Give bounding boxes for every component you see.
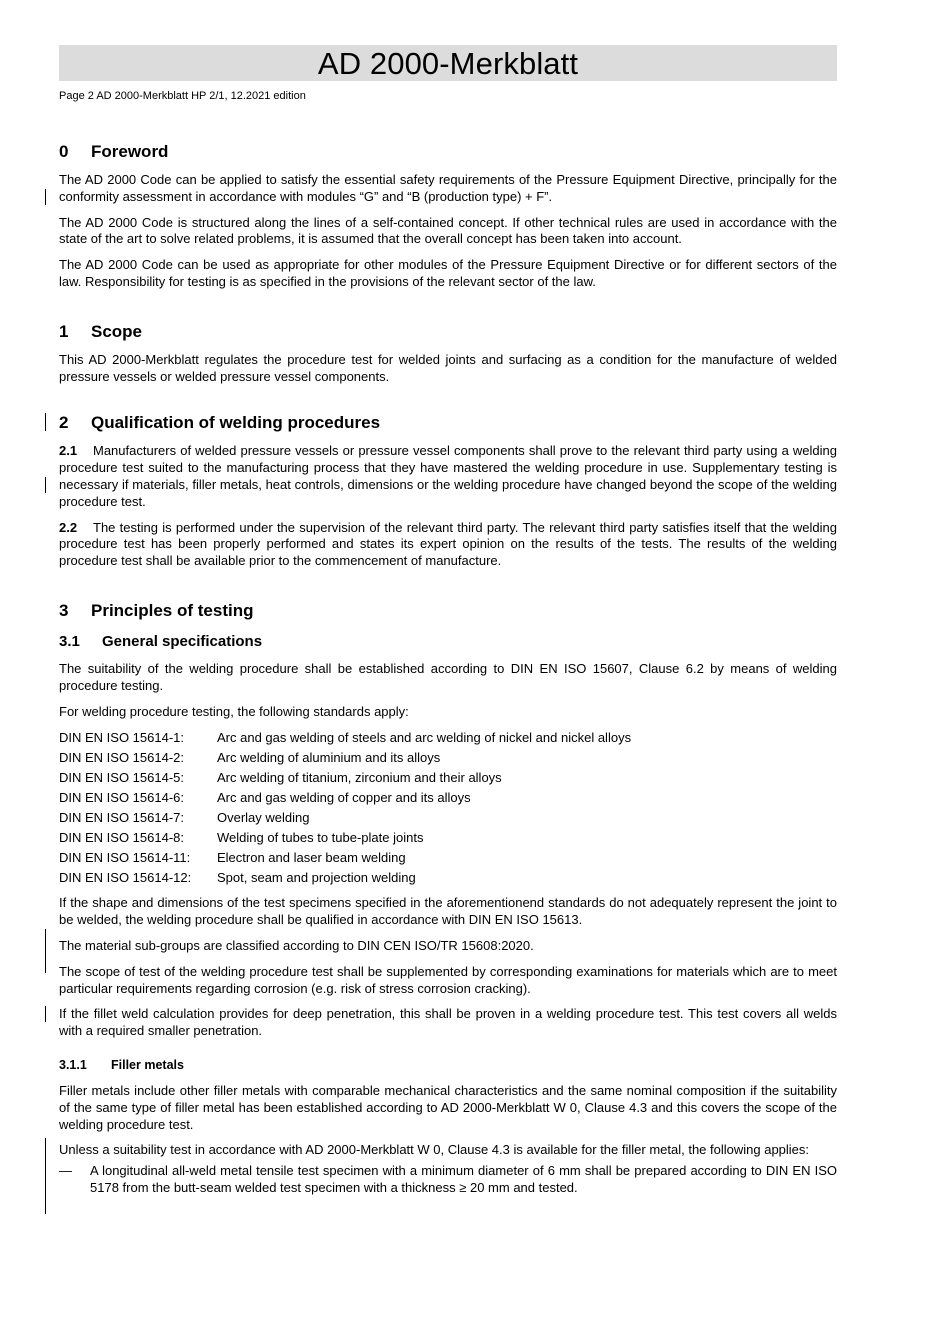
section-title: Qualification of welding procedures [91, 413, 381, 433]
section-title: Foreword [91, 142, 169, 161]
general-spec-paragraph-4: The material sub-groups are classified according to DIN CEN ISO/TR 15608:2020. [59, 938, 837, 955]
clause-2-1: 2.1 Manufacturers of welded pressure vessels or pressure vessel components shall prove to the relevant third party using a welding procedure test suited to the manufacturing process that they have mastered the welding procedure in use. Supplementary testing is necessary if materials, filler metals, heat controls, dimensions or the welding procedure have changed beyond the scope of the welding procedure test. [59, 443, 837, 510]
section-number: 2 [59, 413, 69, 433]
subsection-number: 3.1.1 [59, 1057, 87, 1072]
general-spec-paragraph-6: If the fillet weld calculation provides for deep penetration, this shall be proven in a welding procedure test. This test covers all welds with a required smaller penetration. [59, 1006, 837, 1040]
general-spec-paragraph-3: If the shape and dimensions of the test specimens specified in the aforementionend standards do not adequately represent the joint to be welded, the welding procedure shall be qualified in accordance with DIN EN ISO 15613. [59, 895, 837, 928]
standard-row: DIN EN ISO 15614-5: Arc welding of titanium, zirconium and their alloys [59, 770, 502, 786]
document-title: AD 2000-Merkblatt [59, 45, 837, 81]
section-3-heading [59, 601, 837, 621]
clause-number: 2.1 [59, 443, 78, 459]
section-1-heading [59, 322, 837, 342]
list-item [59, 1163, 837, 1197]
change-bar [45, 1006, 46, 1022]
foreword-paragraph-2: The AD 2000 Code is structured along the lines of a self-contained concept. If other technical rules are used in accordance with the state of the art to solve related problems, it is assumed that the overall concept has been taken into account. [59, 214, 837, 247]
section-0-heading [59, 142, 837, 162]
section-number: 0 [59, 142, 69, 161]
change-bar [45, 477, 46, 493]
subsection-number: 3.1 [59, 632, 80, 650]
document-page [59, 45, 837, 1197]
scope-paragraph: This AD 2000-Merkblatt regulates the procedure test for welded joints and surfacing as a condition for the manufacture of welded pressure vessels or welded pressure vessel components. [59, 351, 837, 384]
standard-row: DIN EN ISO 15614-1: Arc and gas welding of steels and arc welding of nickel and nickel alloys [59, 730, 632, 746]
foreword-paragraph-3: The AD 2000 Code can be used as appropriate for other modules of the Pressure Equipment Directive or for different sectors of the law. Responsibility for testing is as specified in the provisions of the relevant sector of the law. [59, 257, 837, 289]
general-spec-paragraph-1: The suitability of the welding procedure shall be established according to DIN EN ISO 15607, Clause 6.2 by means of welding procedure testing. [59, 660, 837, 693]
change-bar [45, 189, 46, 205]
standard-row: DIN EN ISO 15614-12: Spot, seam and projection welding [59, 870, 416, 886]
general-spec-paragraph-2: For welding procedure testing, the following standards apply: [59, 703, 409, 719]
change-bar [45, 929, 46, 973]
section-title: Scope [91, 321, 143, 341]
list-item-text: A longitudinal all-weld metal tensile test specimen with a minimum diameter of 6 mm shall be prepared according to DIN EN ISO 5178 from the butt-seam welded test specimen with a thickness ≥ 20 mm and tested. [90, 1163, 837, 1195]
change-bar [45, 413, 46, 431]
standard-row: DIN EN ISO 15614-11: Electron and laser beam welding [59, 850, 406, 866]
standard-row: DIN EN ISO 15614-2: Arc welding of aluminium and its alloys [59, 750, 441, 766]
standard-row: DIN EN ISO 15614-7: Overlay welding [59, 810, 310, 826]
list-dash: — [59, 1163, 72, 1179]
general-spec-paragraph-5: The scope of test of the welding procedure test shall be supplemented by corresponding examinations for materials which are to meet particular requirements regarding corrosion (e.g. risk of stress corrosion cracking). [59, 963, 837, 996]
foreword-paragraph-1: The AD 2000 Code can be applied to satisfy the essential safety requirements of the Pressure Equipment Directive, principally for the conformity assessment in accordance with modules “G” and “B (production type) + F”. [59, 172, 837, 206]
clause-number: 2.2 [59, 519, 78, 535]
standard-row: DIN EN ISO 15614-6: Arc and gas welding of copper and its alloys [59, 790, 471, 806]
standards-list [59, 728, 837, 888]
subsection-title: Filler metals [111, 1057, 184, 1072]
section-number: 3 [59, 600, 69, 620]
section-title: Principles of testing [91, 600, 254, 620]
filler-metals-paragraph-1: Filler metals include other filler metals with comparable mechanical characteristics and the same nominal composition if the suitability of the same type of filler metal has been established according to AD 2000-Merkblatt W 0, Clause 4.3 and this covers the scope of the welding procedure test. [59, 1082, 837, 1132]
standard-row: DIN EN ISO 15614-8: Welding of tubes to tube-plate joints [59, 830, 424, 846]
subsection-3-1-1-heading [59, 1058, 837, 1072]
subsection-3-1-heading [59, 633, 837, 650]
change-bar [45, 1138, 46, 1214]
filler-metals-paragraph-2: Unless a suitability test in accordance with AD 2000-Merkblatt W 0, Clause 4.3 is available for the filler metal, the following applies: [59, 1142, 837, 1159]
page-info: Page 2 AD 2000-Merkblatt HP 2/1, 12.2021 edition [59, 90, 306, 102]
subsection-title: General specifications [102, 632, 263, 650]
section-2-heading [59, 413, 837, 433]
section-number: 1 [59, 321, 69, 341]
clause-2-2: 2.2 The testing is performed under the supervision of the relevant third party. The relevant third party satisfies itself that the welding procedure test has been properly performed and states its expert opinion on the results of the tests. The results of the welding procedure test shall be available prior to the commencement of manufacture. [59, 519, 837, 569]
